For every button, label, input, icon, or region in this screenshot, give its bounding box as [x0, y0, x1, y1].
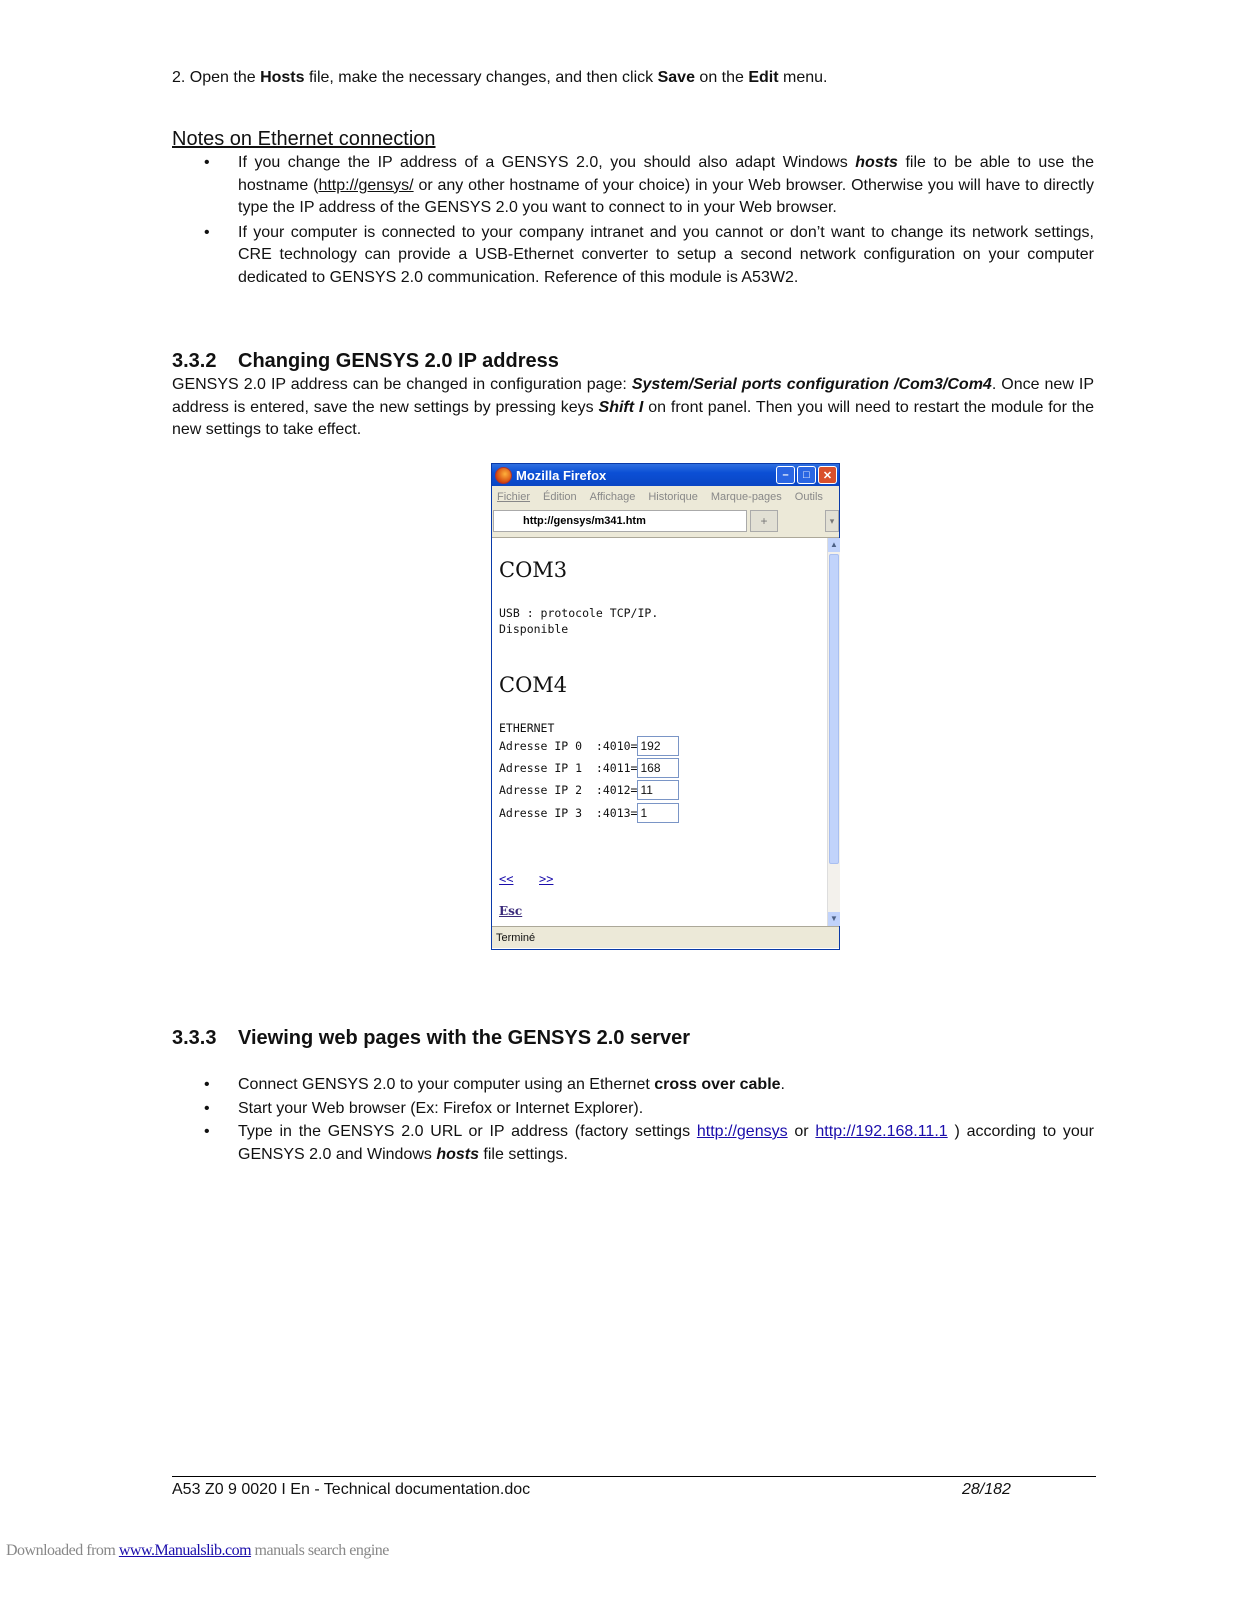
window-titlebar [492, 464, 839, 486]
firefox-window [491, 463, 840, 950]
menu-bar [492, 486, 839, 507]
window-title: Mozilla Firefox [516, 467, 607, 483]
menu-item-affichage[interactable]: Affichage [589, 490, 636, 503]
list-item-bold-hosts: hosts [855, 154, 898, 171]
hostname-link[interactable]: http://gensys/ [318, 176, 414, 194]
ip-octet-input[interactable]: 168 [637, 758, 679, 778]
list-item-text: file to be able to use the hostname ( [238, 154, 1095, 194]
intro-text: menu. [778, 69, 828, 86]
section-title: Viewing web pages with the GENSYS 2.0 server [238, 1027, 691, 1049]
footer-document-name: A53 Z0 9 0020 I En - Technical documentation.doc [172, 1481, 531, 1498]
ip-row [499, 736, 679, 756]
ip-label: Adresse IP 1 :4011= [499, 761, 638, 775]
list-item-text: or any other hostname of your choice) in your Web browser. Otherwise you will have to directly type the IP address of the GENSYS 2.0 you want to connect to in your Web browser. [238, 176, 1094, 216]
list-item [172, 1121, 1094, 1166]
ip-url-link[interactable]: http://192.168.11.1 [815, 1123, 948, 1140]
new-tab-button[interactable]: + [750, 510, 778, 532]
section-heading-3-3-3 [172, 1025, 690, 1051]
ip-label: Adresse IP 0 :4010= [499, 739, 638, 753]
url-input[interactable]: http://gensys/m341.htm [493, 510, 747, 532]
ip-label: Adresse IP 3 :4013= [499, 806, 638, 820]
list-item-bold-hosts: hosts [436, 1145, 479, 1163]
bullet-icon: • [204, 154, 210, 171]
menu-item-fichier[interactable]: Fichier [497, 490, 531, 503]
list-item-text: Type in the GENSYS 2.0 URL or IP address (factory settings [238, 1123, 697, 1140]
maximize-icon[interactable]: □ [797, 466, 816, 484]
ip-row [499, 780, 679, 800]
bullet-icon: • [204, 223, 210, 241]
intro-text: on the [694, 69, 749, 86]
download-text: Downloaded from [6, 1542, 119, 1559]
status-bar: Terminé [492, 926, 839, 948]
section-title: Changing GENSYS 2.0 IP address [238, 350, 559, 372]
next-page-link[interactable]: >> [539, 872, 554, 886]
scrollbar-thumb[interactable] [829, 554, 839, 864]
menu-item-historique[interactable]: Historique [648, 490, 698, 503]
section-number: 3.3.2 [172, 350, 217, 372]
com3-line-2: Disponible [499, 622, 569, 636]
list-item-text: file settings. [478, 1145, 568, 1163]
list-item [172, 152, 1094, 220]
ip-row [499, 803, 679, 823]
chevron-down-icon[interactable]: ▾ [825, 510, 839, 532]
com4-heading: COM4 [499, 673, 568, 697]
list-item-text: ) according to your GENSYS 2.0 and Windows [238, 1123, 1094, 1163]
menu-item-edition[interactable]: Édition [543, 490, 577, 503]
ip-octet-input[interactable]: 192 [637, 736, 679, 756]
download-banner [6, 1542, 389, 1560]
bullet-icon: • [204, 1123, 210, 1140]
page-content [492, 538, 826, 926]
section-number: 3.3.3 [172, 1027, 217, 1049]
intro-bold-save: Save [657, 69, 695, 86]
notes-heading: Notes on Ethernet connection [172, 128, 436, 150]
minimize-icon[interactable]: – [776, 466, 795, 484]
paragraph-text: . Once new IP address is entered, save the new settings by pressing keys [172, 376, 1095, 416]
config-path: System/Serial ports configuration /Com3/Com4 [631, 376, 992, 393]
paragraph-text: GENSYS 2.0 IP address can be changed in configuration page: [172, 376, 632, 393]
address-bar-row [492, 507, 839, 538]
ip-octet-input[interactable]: 11 [637, 780, 679, 800]
window-controls [776, 466, 837, 484]
firefox-logo-icon [495, 467, 512, 484]
list-item-text: or [787, 1123, 816, 1140]
previous-page-link[interactable]: << [499, 872, 514, 886]
list-item [172, 222, 1094, 290]
list-item [172, 1098, 1094, 1121]
list-item-bold: cross over cable [654, 1076, 781, 1093]
download-text: manuals search engine [251, 1542, 389, 1559]
list-item-text: . [780, 1076, 785, 1093]
close-icon[interactable]: ✕ [818, 466, 837, 484]
section-heading-3-3-2 [172, 348, 559, 374]
vertical-scrollbar[interactable] [827, 538, 840, 926]
footer-divider [172, 1476, 1096, 1477]
section-3-3-3-list [172, 1074, 1094, 1168]
scroll-down-icon[interactable]: ▼ [828, 912, 840, 926]
list-item-text: Start your Web browser (Ex: Firefox or Internet Explorer). [238, 1099, 644, 1117]
esc-link[interactable]: Esc [499, 904, 523, 918]
section-3-3-2-paragraph [172, 374, 1094, 442]
notes-bullet-list [172, 152, 1094, 291]
intro-bold-hosts: Hosts [260, 69, 305, 86]
intro-bold-edit: Edit [748, 69, 779, 86]
menu-item-outils[interactable]: Outils [794, 490, 823, 503]
com3-line-1: USB : protocole TCP/IP. [499, 606, 659, 620]
menu-item-marque-pages[interactable]: Marque-pages [710, 490, 782, 503]
com3-heading: COM3 [499, 558, 568, 582]
intro-text: 2. Open the [172, 69, 261, 86]
intro-text: file, make the necessary changes, and then click [304, 69, 658, 86]
list-item-text: Connect GENSYS 2.0 to your computer using an Ethernet [238, 1076, 655, 1093]
bullet-icon: • [204, 1099, 210, 1117]
footer-page-number: 28/182 [962, 1481, 1011, 1498]
ip-label: Adresse IP 2 :4012= [499, 783, 638, 797]
ip-row [499, 758, 679, 778]
key-combo: Shift I [598, 398, 644, 416]
list-item-text: If your computer is connected to your company intranet and you cannot or don’t want to change its network settings, CRE technology can provide a USB-Ethernet converter to setup a second network configuration on your computer dedicated to GENSYS 2.0 communication. Reference of this module is A53W2. [238, 223, 1094, 286]
gensys-url-link[interactable]: http://gensys [696, 1123, 788, 1140]
paragraph-text: on front panel. Then you will need to restart the module for the new settings to take effect. [172, 398, 1095, 438]
list-item [172, 1074, 1094, 1097]
manualslib-link[interactable]: www.Manualslib.com [118, 1542, 252, 1559]
ip-octet-input[interactable]: 1 [637, 803, 679, 823]
ethernet-label: ETHERNET [499, 721, 555, 735]
intro-paragraph [172, 67, 1102, 90]
scroll-up-icon[interactable]: ▲ [828, 538, 840, 552]
bullet-icon: • [204, 1076, 210, 1093]
list-item-text: If you change the IP address of a GENSYS 2.0, you should also adapt Windows [238, 154, 856, 171]
